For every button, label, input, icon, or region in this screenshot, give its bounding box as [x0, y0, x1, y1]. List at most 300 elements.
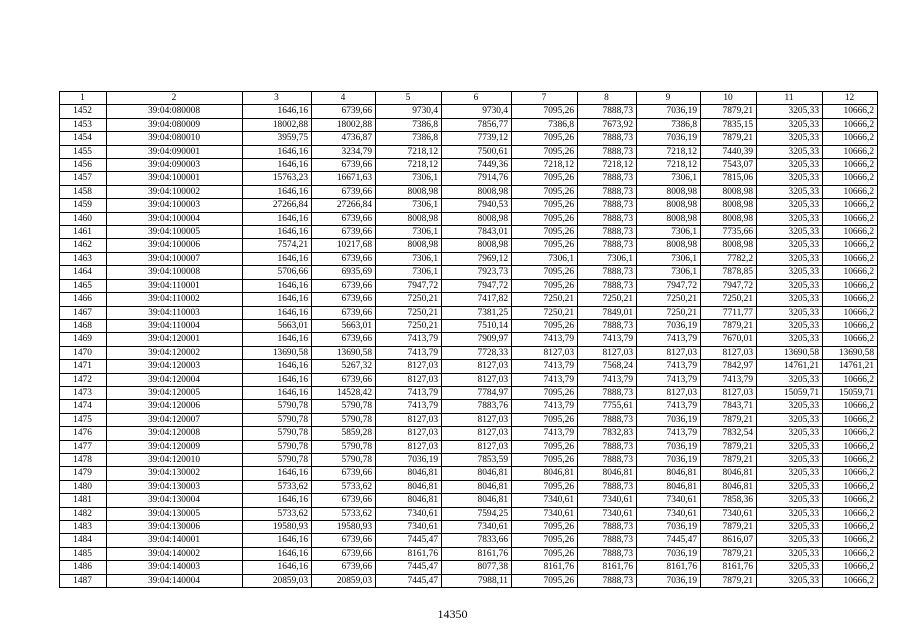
table-cell: 7340,61: [512, 494, 578, 507]
table-cell: 7849,01: [578, 306, 637, 319]
table-cell: 7510,14: [442, 319, 512, 332]
table-cell: 1476: [60, 427, 107, 440]
table-cell: 7947,72: [637, 279, 701, 292]
table-cell: 1646,16: [243, 547, 312, 560]
table-row: [60, 427, 878, 440]
table-cell: 7878,85: [701, 266, 757, 279]
table-cell: 5859,28: [312, 427, 376, 440]
table-cell: 8161,76: [376, 547, 442, 560]
table-cell: 7306,1: [376, 266, 442, 279]
table-cell: 7218,12: [637, 159, 701, 172]
table-cell: 7856,77: [442, 118, 512, 131]
table-row: [60, 105, 878, 118]
table-cell: 3205,33: [757, 105, 823, 118]
table-cell: 7095,26: [512, 574, 578, 587]
table-cell: 7879,21: [701, 132, 757, 145]
table-cell: 1464: [60, 266, 107, 279]
table-cell: 8046,81: [701, 467, 757, 480]
table-cell: 39:04:120006: [107, 400, 243, 413]
table-cell: 39:04:090001: [107, 145, 243, 158]
table-cell: 7888,73: [578, 266, 637, 279]
table-cell: 13690,58: [243, 346, 312, 359]
table-cell: 7095,26: [512, 266, 578, 279]
table-cell: 7728,33: [442, 346, 512, 359]
table-cell: 7858,36: [701, 494, 757, 507]
table-cell: 8161,76: [442, 547, 512, 560]
table-cell: 39:04:100007: [107, 252, 243, 265]
table-cell: 8127,03: [701, 386, 757, 399]
table-cell: 1459: [60, 199, 107, 212]
table-cell: 7250,21: [637, 306, 701, 319]
table-cell: 1646,16: [243, 105, 312, 118]
table-cell: 13690,58: [823, 346, 878, 359]
table-cell: 6739,66: [312, 306, 376, 319]
table-row: [60, 333, 878, 346]
table-cell: 7340,61: [637, 494, 701, 507]
table-cell: 7036,19: [637, 132, 701, 145]
table-cell: 15763,23: [243, 172, 312, 185]
page-number: 14350: [437, 607, 468, 621]
table-cell: 3205,33: [757, 547, 823, 560]
table-cell: 3205,33: [757, 400, 823, 413]
table-cell: 3205,33: [757, 185, 823, 198]
table-cell: 8008,98: [376, 212, 442, 225]
table-cell: 1458: [60, 185, 107, 198]
table-cell: 7218,12: [512, 159, 578, 172]
table-cell: 10666,2: [823, 561, 878, 574]
table-cell: 16671,63: [312, 172, 376, 185]
table-row: [60, 467, 878, 480]
table-cell: 7095,26: [512, 239, 578, 252]
table-cell: 7888,73: [578, 521, 637, 534]
table-cell: 1486: [60, 561, 107, 574]
table-cell: 8127,03: [442, 427, 512, 440]
table-cell: 7832,83: [578, 427, 637, 440]
table-cell: 7250,21: [701, 293, 757, 306]
table-cell: 7306,1: [637, 226, 701, 239]
table-cell: 8127,03: [578, 346, 637, 359]
table-cell: 39:04:120009: [107, 440, 243, 453]
table-cell: 1471: [60, 360, 107, 373]
table-cell: 7250,21: [376, 293, 442, 306]
table-row: [60, 172, 878, 185]
table-cell: 7250,21: [637, 293, 701, 306]
table-cell: 7413,79: [512, 427, 578, 440]
table-cell: 7888,73: [578, 172, 637, 185]
table-cell: 3205,33: [757, 333, 823, 346]
table-cell: 7036,19: [637, 319, 701, 332]
table-cell: 7306,1: [376, 226, 442, 239]
table-cell: 3205,33: [757, 279, 823, 292]
table-cell: 39:04:110002: [107, 293, 243, 306]
table-cell: 7340,61: [578, 507, 637, 520]
table-cell: 7673,92: [578, 118, 637, 131]
table-cell: 39:04:100008: [107, 266, 243, 279]
table-cell: 7306,1: [578, 252, 637, 265]
table-cell: 6739,66: [312, 212, 376, 225]
table-cell: 7888,73: [578, 453, 637, 466]
table-cell: 1646,16: [243, 252, 312, 265]
table-cell: 5790,78: [243, 440, 312, 453]
table-cell: 1475: [60, 413, 107, 426]
table-cell: 1478: [60, 453, 107, 466]
table-cell: 7095,26: [512, 480, 578, 493]
table-cell: 7833,66: [442, 534, 512, 547]
table-cell: 7449,36: [442, 159, 512, 172]
header-row: [60, 92, 878, 105]
table-cell: 7413,79: [578, 373, 637, 386]
table-cell: 7413,79: [701, 373, 757, 386]
table-cell: 7755,61: [578, 400, 637, 413]
table-cell: 1646,16: [243, 534, 312, 547]
table-cell: 7413,79: [512, 333, 578, 346]
table-cell: 7036,19: [637, 453, 701, 466]
column-header: 9: [637, 92, 701, 105]
table-cell: 39:04:080008: [107, 105, 243, 118]
table-cell: 6935,69: [312, 266, 376, 279]
table-cell: 39:04:080009: [107, 118, 243, 131]
table-cell: 8046,81: [376, 480, 442, 493]
table-cell: 7440,39: [701, 145, 757, 158]
table-cell: 7413,79: [512, 360, 578, 373]
table-cell: 7417,82: [442, 293, 512, 306]
table-cell: 27266,84: [312, 199, 376, 212]
column-header: 12: [823, 92, 878, 105]
table-cell: 10666,2: [823, 306, 878, 319]
table-row: [60, 440, 878, 453]
table-cell: 3205,33: [757, 494, 823, 507]
table-row: [60, 574, 878, 587]
table-cell: 7445,47: [376, 561, 442, 574]
table-cell: 1477: [60, 440, 107, 453]
table-cell: 1646,16: [243, 306, 312, 319]
table-cell: 1646,16: [243, 386, 312, 399]
table-cell: 1472: [60, 373, 107, 386]
table-cell: 7095,26: [512, 453, 578, 466]
table-cell: 10666,2: [823, 333, 878, 346]
table-cell: 3205,33: [757, 306, 823, 319]
table-cell: 7879,21: [701, 105, 757, 118]
table-cell: 7888,73: [578, 185, 637, 198]
table-row: [60, 132, 878, 145]
table-cell: 6739,66: [312, 534, 376, 547]
table-cell: 1646,16: [243, 467, 312, 480]
table-cell: 39:04:130005: [107, 507, 243, 520]
table-cell: 8046,81: [376, 494, 442, 507]
data-table: [59, 91, 878, 588]
table-cell: 3205,33: [757, 440, 823, 453]
table-cell: 5790,78: [312, 400, 376, 413]
table-cell: 1460: [60, 212, 107, 225]
table-cell: 7883,76: [442, 400, 512, 413]
table-cell: 7218,12: [376, 145, 442, 158]
table-row: [60, 373, 878, 386]
table-cell: 7835,15: [701, 118, 757, 131]
table-cell: 6739,66: [312, 373, 376, 386]
table-cell: 7413,79: [376, 400, 442, 413]
table-row: [60, 453, 878, 466]
table-cell: 7543,07: [701, 159, 757, 172]
table-cell: 8046,81: [442, 494, 512, 507]
table-cell: 7888,73: [578, 145, 637, 158]
table-cell: 1484: [60, 534, 107, 547]
table-cell: 7095,26: [512, 440, 578, 453]
table-cell: 7888,73: [578, 226, 637, 239]
table-cell: 3205,33: [757, 172, 823, 185]
table-cell: 10666,2: [823, 494, 878, 507]
table-cell: 6739,66: [312, 547, 376, 560]
table-cell: 8046,81: [578, 467, 637, 480]
table-cell: 18002,88: [312, 118, 376, 131]
table-row: [60, 226, 878, 239]
table-cell: 39:04:080010: [107, 132, 243, 145]
table-cell: 8127,03: [637, 386, 701, 399]
table-cell: 6739,66: [312, 333, 376, 346]
table-row: [60, 360, 878, 373]
table-cell: 7879,21: [701, 319, 757, 332]
table-cell: 7568,24: [578, 360, 637, 373]
table-cell: 3205,33: [757, 319, 823, 332]
table-cell: 10666,2: [823, 413, 878, 426]
table-cell: 7594,25: [442, 507, 512, 520]
table-cell: 8161,76: [701, 561, 757, 574]
table-cell: 3205,33: [757, 480, 823, 493]
table-cell: 3205,33: [757, 467, 823, 480]
table-cell: 39:04:100002: [107, 185, 243, 198]
table-cell: 13690,58: [757, 346, 823, 359]
table-cell: 7445,47: [637, 534, 701, 547]
table-cell: 7218,12: [578, 159, 637, 172]
table-cell: 15059,71: [757, 386, 823, 399]
table-cell: 7095,26: [512, 413, 578, 426]
table-cell: 7843,01: [442, 226, 512, 239]
table-cell: 10666,2: [823, 266, 878, 279]
table-cell: 8127,03: [442, 413, 512, 426]
table-row: [60, 346, 878, 359]
table-cell: 1473: [60, 386, 107, 399]
table-cell: 5790,78: [312, 440, 376, 453]
table-cell: 39:04:140002: [107, 547, 243, 560]
table-cell: 8008,98: [701, 212, 757, 225]
table-cell: 3205,33: [757, 521, 823, 534]
table-cell: 7095,26: [512, 521, 578, 534]
table-cell: 1646,16: [243, 185, 312, 198]
table-cell: 9730,4: [376, 105, 442, 118]
table-cell: 7095,26: [512, 185, 578, 198]
table-cell: 7306,1: [637, 266, 701, 279]
table-cell: 7879,21: [701, 521, 757, 534]
table-cell: 1482: [60, 507, 107, 520]
table-cell: 3205,33: [757, 199, 823, 212]
table-cell: 7386,8: [376, 132, 442, 145]
table-cell: 3205,33: [757, 293, 823, 306]
table-cell: 1456: [60, 159, 107, 172]
table-cell: 10666,2: [823, 427, 878, 440]
table-cell: 7386,8: [637, 118, 701, 131]
table-cell: 3205,33: [757, 159, 823, 172]
table-cell: 8008,98: [701, 185, 757, 198]
column-header: 11: [757, 92, 823, 105]
table-cell: 7888,73: [578, 534, 637, 547]
table-row: [60, 199, 878, 212]
table-cell: 5267,32: [312, 360, 376, 373]
table-cell: 7306,1: [637, 172, 701, 185]
table-cell: 7888,73: [578, 386, 637, 399]
table-cell: 4736,87: [312, 132, 376, 145]
table-cell: 7413,79: [637, 360, 701, 373]
table-cell: 39:04:110001: [107, 279, 243, 292]
table-cell: 10666,2: [823, 199, 878, 212]
table-cell: 1457: [60, 172, 107, 185]
table-row: [60, 118, 878, 131]
table-row: [60, 279, 878, 292]
table-cell: 1452: [60, 105, 107, 118]
table-cell: 8127,03: [442, 360, 512, 373]
table-cell: 10217,68: [312, 239, 376, 252]
table-cell: 7947,72: [442, 279, 512, 292]
table-cell: 1468: [60, 319, 107, 332]
table-cell: 7340,61: [376, 507, 442, 520]
table-cell: 3205,33: [757, 507, 823, 520]
table-cell: 8616,07: [701, 534, 757, 547]
table-cell: 7036,19: [637, 413, 701, 426]
table-cell: 10666,2: [823, 159, 878, 172]
table-cell: 7036,19: [637, 574, 701, 587]
table-cell: 8127,03: [442, 440, 512, 453]
table-cell: 7095,26: [512, 547, 578, 560]
table-cell: 10666,2: [823, 226, 878, 239]
table-row: [60, 480, 878, 493]
table-cell: 20859,03: [243, 574, 312, 587]
table-row: [60, 319, 878, 332]
table-cell: 10666,2: [823, 118, 878, 131]
table-cell: 5733,62: [243, 480, 312, 493]
table-cell: 7888,73: [578, 480, 637, 493]
table-cell: 7095,26: [512, 132, 578, 145]
table-cell: 7095,26: [512, 279, 578, 292]
table-cell: 1474: [60, 400, 107, 413]
table-row: [60, 252, 878, 265]
table-cell: 7036,19: [637, 105, 701, 118]
table-cell: 7340,61: [578, 494, 637, 507]
table-cell: 7832,54: [701, 427, 757, 440]
table-cell: 10666,2: [823, 467, 878, 480]
table-cell: 8127,03: [701, 346, 757, 359]
table-cell: 8046,81: [442, 480, 512, 493]
table-cell: 8161,76: [512, 561, 578, 574]
table-cell: 8127,03: [637, 346, 701, 359]
table-row: [60, 386, 878, 399]
table-cell: 39:04:100001: [107, 172, 243, 185]
table-cell: 7879,21: [701, 440, 757, 453]
table-cell: 14528,42: [312, 386, 376, 399]
table-cell: 7250,21: [512, 306, 578, 319]
table-row: [60, 145, 878, 158]
table-cell: 8008,98: [637, 199, 701, 212]
table-cell: 7218,12: [637, 145, 701, 158]
table-cell: 7914,76: [442, 172, 512, 185]
table-cell: 8008,98: [376, 185, 442, 198]
table-cell: 7340,61: [442, 521, 512, 534]
table-cell: 39:04:100003: [107, 199, 243, 212]
table-cell: 6739,66: [312, 561, 376, 574]
table-cell: 5663,01: [312, 319, 376, 332]
table-cell: 1646,16: [243, 159, 312, 172]
column-header: 8: [578, 92, 637, 105]
table-cell: 7853,59: [442, 453, 512, 466]
table-cell: 6739,66: [312, 105, 376, 118]
table-cell: 18002,88: [243, 118, 312, 131]
table-cell: 8127,03: [376, 360, 442, 373]
table-cell: 7250,21: [376, 319, 442, 332]
table-cell: 14761,21: [757, 360, 823, 373]
table-cell: 3205,33: [757, 266, 823, 279]
table-cell: 7306,1: [376, 252, 442, 265]
column-header: 4: [312, 92, 376, 105]
table-cell: 5790,78: [243, 413, 312, 426]
table-cell: 7413,79: [578, 333, 637, 346]
table-cell: 39:04:120001: [107, 333, 243, 346]
table-cell: 10666,2: [823, 373, 878, 386]
table-cell: 39:04:130002: [107, 467, 243, 480]
table-cell: 7888,73: [578, 239, 637, 252]
table-cell: 3205,33: [757, 226, 823, 239]
table-cell: 7218,12: [376, 159, 442, 172]
table-cell: 1469: [60, 333, 107, 346]
table-cell: 1463: [60, 252, 107, 265]
table-cell: 8008,98: [701, 239, 757, 252]
table-cell: 7888,73: [578, 279, 637, 292]
table-cell: 8127,03: [376, 413, 442, 426]
table-cell: 3234,79: [312, 145, 376, 158]
table-cell: 3205,33: [757, 252, 823, 265]
table-cell: 8127,03: [376, 440, 442, 453]
table-cell: 10666,2: [823, 440, 878, 453]
table-cell: 1465: [60, 279, 107, 292]
table-cell: 10666,2: [823, 400, 878, 413]
table-cell: 39:04:100005: [107, 226, 243, 239]
table-cell: 8127,03: [376, 427, 442, 440]
table-cell: 7340,61: [637, 507, 701, 520]
table-cell: 39:04:120010: [107, 453, 243, 466]
table-cell: 7879,21: [701, 547, 757, 560]
table-cell: 1470: [60, 346, 107, 359]
table-cell: 7735,66: [701, 226, 757, 239]
table-cell: 1481: [60, 494, 107, 507]
table-cell: 7306,1: [512, 252, 578, 265]
table-cell: 3205,33: [757, 239, 823, 252]
table-cell: 10666,2: [823, 279, 878, 292]
table-cell: 8046,81: [637, 480, 701, 493]
table-cell: 7947,72: [376, 279, 442, 292]
table-cell: 10666,2: [823, 293, 878, 306]
table-cell: 7879,21: [701, 453, 757, 466]
table-cell: 39:04:110003: [107, 306, 243, 319]
table-cell: 3205,33: [757, 413, 823, 426]
table-cell: 7888,73: [578, 547, 637, 560]
table-cell: 7947,72: [701, 279, 757, 292]
table-cell: 8008,98: [637, 212, 701, 225]
table-cell: 19580,93: [312, 521, 376, 534]
table-cell: 1646,16: [243, 293, 312, 306]
table-cell: 1646,16: [243, 212, 312, 225]
table-cell: 10666,2: [823, 172, 878, 185]
table-cell: 8008,98: [442, 239, 512, 252]
table-cell: 7095,26: [512, 386, 578, 399]
table-cell: 7095,26: [512, 145, 578, 158]
table-cell: 1483: [60, 521, 107, 534]
table-cell: 15059,71: [823, 386, 878, 399]
